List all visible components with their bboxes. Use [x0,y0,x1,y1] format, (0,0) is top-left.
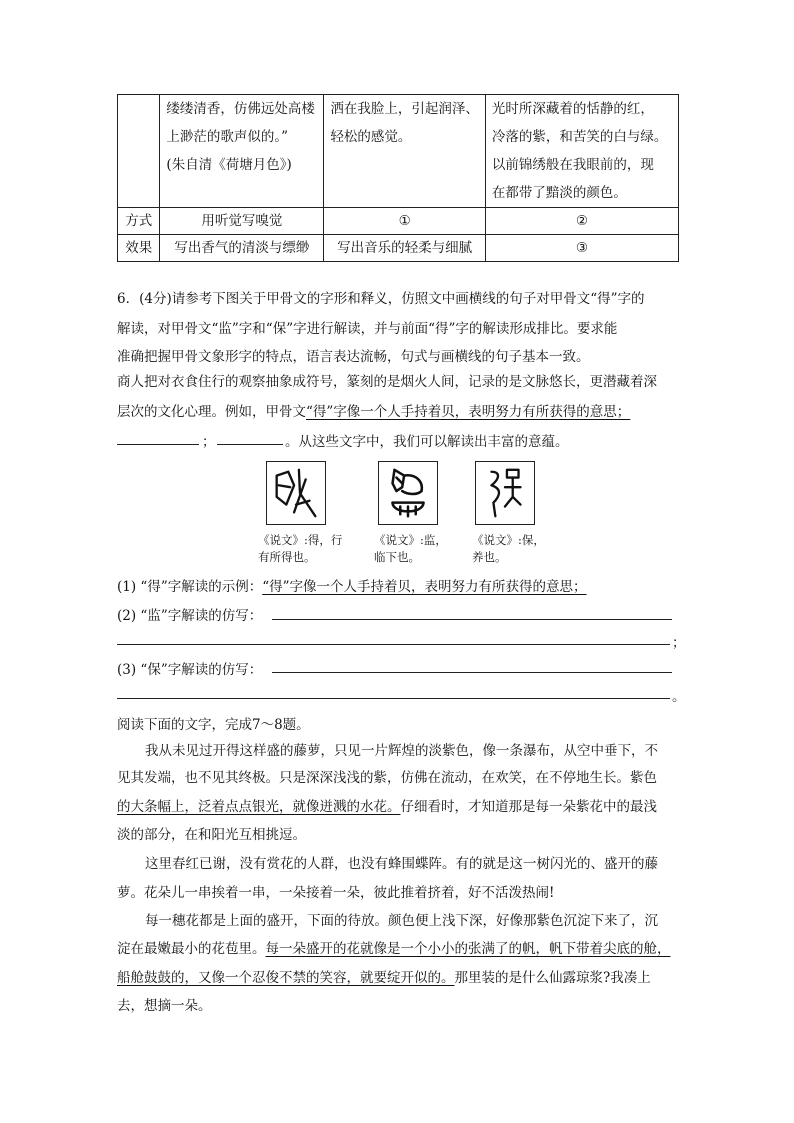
answer-label: (1) “得”字解读的示例： [117,579,263,595]
underlined-sentence: 船舱鼓鼓的，又像一个忍俊不禁的笑容，就要绽开似的。 [117,970,455,986]
cell-line: 冷落的紫，和苦笑的白与绿。 [491,129,668,145]
oracle-glyph-de-image [266,461,326,525]
passage-line: 见其发端，也不见其终极。只是深深浅浅的紫，仿佛在流动，在欢笑，在不停地生长。紫色 [117,770,657,786]
table-cell: ① [324,208,486,235]
reading-intro: 阅读下面的文字，完成7～8题。 [117,717,310,733]
table-cell: ③ [485,235,678,262]
answer-example [117,575,587,595]
table-row [118,235,679,262]
passage-line: 去，想摘一朵。 [117,998,212,1014]
table-row [118,95,679,208]
passage-line [117,937,671,957]
answer-label: (2) “监”字解读的仿写： [117,608,263,624]
passage-text: 淀在最嫩最小的花苞里。 [117,941,266,957]
table-cell-empty [118,95,160,208]
passage-line: 淡的部分，在和阳光互相挑逗。 [117,827,306,843]
table-row [118,208,679,235]
table-cell: ② [485,208,678,235]
semicolon: ； [202,434,216,450]
answer-label: (3) “保”字解读的仿写： [117,662,263,678]
cell-line: 在都带了黯淡的颜色。 [491,185,627,201]
passage-line [117,966,651,986]
passage-text: 那里装的是什么仙露琼浆?我凑上 [454,970,651,986]
question-prompt: 6．(4分)请参考下图关于甲骨文的字形和释义，仿照文中画横线的句子对甲骨文“得”字的 [117,291,645,307]
table-cell: 写出音乐的轻柔与细腻 [324,235,486,262]
line-end-mark: ； [672,635,686,651]
cell-line: 以前锦绣般在我眼前的，现 [491,157,654,173]
glyph-caption: 《说文》:保， 养也。 [472,533,545,564]
passage-line [117,795,657,815]
passage-line: 每一穗花都是上面的盛开，下面的待放。颜色便上浅下深，好像那紫色沉淀下来了，沉 [145,913,658,929]
table-cell: 写出香气的清淡与缥缈 [160,235,324,262]
underlined-sentence: “得”字像一个人手持着贝，表明努力有所获得的意思； [306,404,631,420]
passage-text: 仔细看时，才知道那是每一朵紫花中的最浅 [400,799,657,815]
answer-blank[interactable] [217,444,283,445]
passage-line: 这里春红已谢，没有赏花的人群，也没有蜂围蝶阵。有的就是这一树闪光的、盛开的藤 [145,856,658,872]
answer-line-jian[interactable] [117,644,670,645]
cell-line: 轻松的感觉。 [330,129,412,145]
comparison-table [117,94,679,262]
question-prompt: 解读，对甲骨文“监”字和“保”字进行解读，并与前面“得”字的解读形成排比。要求能 [117,321,618,337]
line-end-mark: 。 [672,689,686,705]
cell-line: (朱自清《荷塘月色》) [166,157,292,173]
row-label: 方式 [118,208,160,235]
table-cell: 用听觉写嗅觉 [160,208,324,235]
glyph-caption: 《说文》:得，行 有所得也。 [258,533,343,564]
answer-blank[interactable] [117,444,199,445]
passage-line: 萝。花朵儿一串挨着一串，一朵接着一朵，彼此推着挤着，好不活泼热闹! [117,885,555,901]
oracle-glyph-jian-image [378,461,438,525]
answer-line-jian[interactable] [272,619,672,620]
cell-line: 缕缕清香，仿佛远处高楼 [166,101,315,117]
passage-line: 。从这些文字中，我们可以解读出丰富的意蕴。 [285,434,569,450]
question-prompt: 准确把握甲骨文象形字的特点，语言表达流畅，句式与画横线的句子基本一致。 [117,349,590,365]
table-cell [160,95,324,208]
underlined-sentence: 每一朵盛开的花就像是一个小小的张满了的帆，帆下带着尖底的舱， [265,941,671,957]
table-cell [324,95,486,208]
cell-line: 光时所深藏着的恬静的红， [491,101,654,117]
table-cell [485,95,678,208]
cell-line: 洒在我脸上，引起润泽、 [330,101,479,117]
cell-line: 上渺茫的歌声似的。” [166,129,289,145]
passage-line: 我从未见过开得这样盛的藤萝，只见一片辉煌的淡紫色，像一条瀑布，从空中垂下，不 [145,743,658,759]
glyph-caption: 《说文》:监， 临下也。 [374,533,447,564]
answer-line-bao[interactable] [117,698,670,699]
passage-text: 层次的文化心理。例如，甲骨文 [117,404,306,420]
underlined-sentence: 的大条幅上，泛着点点银光，就像迸溅的水花。 [117,799,401,815]
answer-line-bao[interactable] [272,672,672,673]
passage-line [117,400,630,420]
passage-line: 商人把对衣食住行的观察抽象成符号，篆刻的是烟火人间，记录的是文脉悠长，更潜藏着深 [117,374,657,390]
row-label: 效果 [118,235,160,262]
answer-example-text: “得”字像一个人手持着贝，表明努力有所获得的意思； [262,579,587,595]
oracle-glyph-bao-image [475,461,535,525]
